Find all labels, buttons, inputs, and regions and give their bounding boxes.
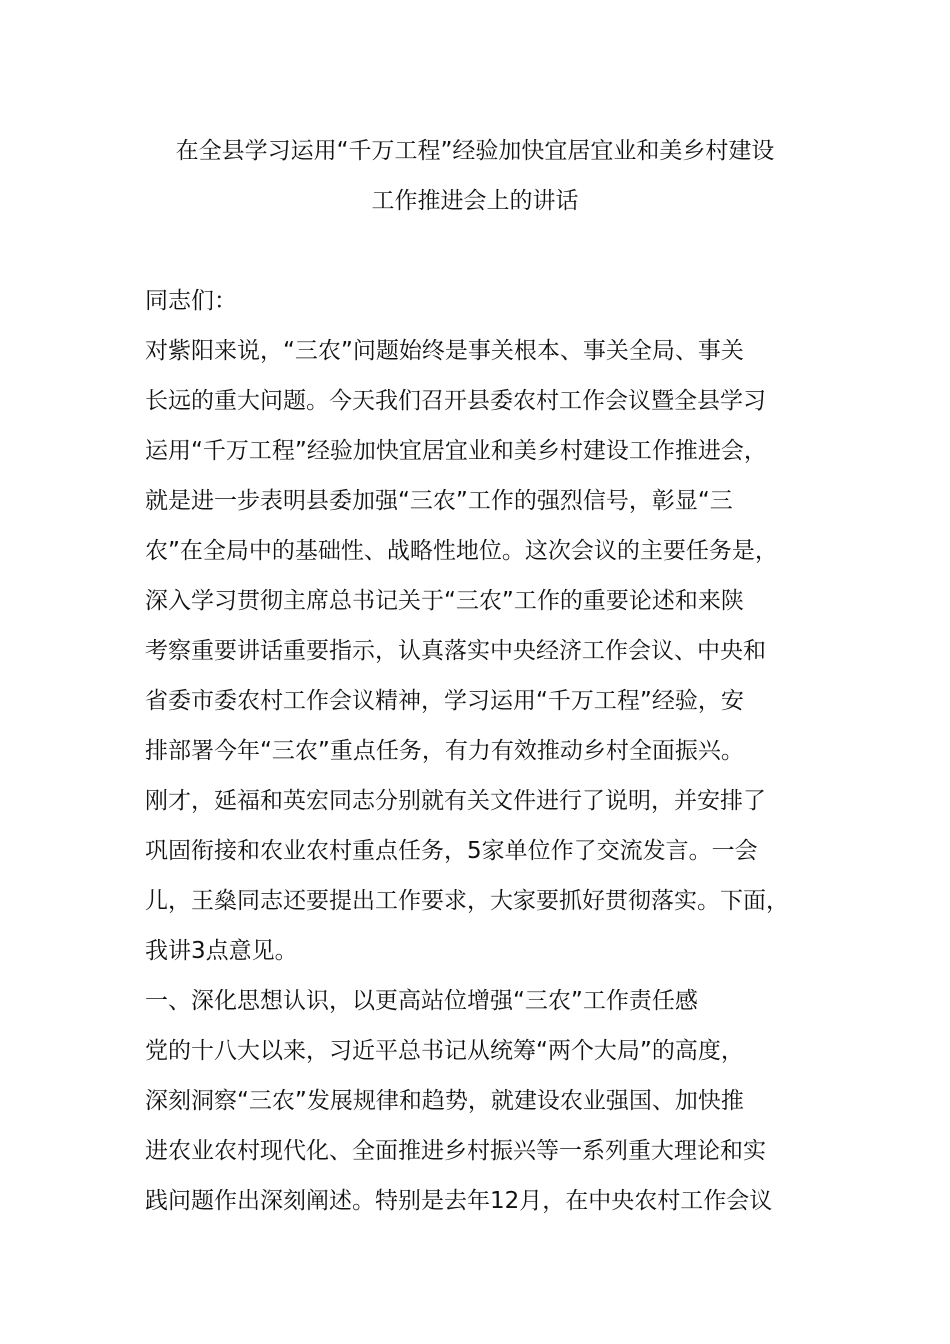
- body-line: 儿，王燊同志还要提出工作要求，大家要抓好贯彻落实。下面，: [145, 888, 789, 914]
- body-line: 长远的重大问题。今天我们召开县委农村工作会议暨全县学习: [145, 388, 766, 414]
- body-line: 深刻洞察“三农”发展规律和趋势，就建设农业强国、加快推: [145, 1088, 744, 1114]
- document-title-line-1: 在全县学习运用“千万工程”经验加快宜居宜业和美乡村建设: [175, 138, 775, 164]
- body-line: 就是进一步表明县委加强“三农”工作的强烈信号，彰显“三: [145, 488, 733, 514]
- body-line: 排部署今年“三农”重点任务，有力有效推动乡村全面振兴。: [145, 738, 744, 764]
- body-line: 我讲3点意见。: [145, 938, 298, 964]
- document-title-line-2: 工作推进会上的讲话: [371, 188, 579, 214]
- salutation: 同志们：: [145, 288, 237, 314]
- body-line: 进农业农村现代化、全面推进乡村振兴等一系列重大理论和实: [145, 1138, 766, 1164]
- body-line: 农”在全局中的基础性、战略性地位。这次会议的主要任务是，: [145, 538, 778, 564]
- body-line: 对紫阳来说，“三农”问题始终是事关根本、事关全局、事关: [145, 338, 744, 364]
- document-body: [145, 283, 825, 1233]
- body-line: 运用“千万工程”经验加快宜居宜业和美乡村建设工作推进会，: [145, 438, 767, 464]
- body-line: 巩固衔接和农业农村重点任务，5家单位作了交流发言。一会: [145, 838, 758, 864]
- body-line: 刚才，延福和英宏同志分别就有关文件进行了说明，并安排了: [145, 788, 766, 814]
- body-line: 深入学习贯彻主席总书记关于“三农”工作的重要论述和来陕: [145, 588, 744, 614]
- body-line: 践问题作出深刻阐述。特别是去年12月，在中央农村工作会议: [145, 1188, 773, 1214]
- body-line: 党的十八大以来，习近平总书记从统筹“两个大局”的高度，: [145, 1038, 744, 1064]
- body-line: 考察重要讲话重要指示，认真落实中央经济工作会议、中央和: [145, 638, 766, 664]
- body-line: 省委市委农村工作会议精神，学习运用“千万工程”经验，安: [145, 688, 744, 714]
- section-heading-1: 一、深化思想认识，以更高站位增强“三农”工作责任感: [145, 988, 698, 1014]
